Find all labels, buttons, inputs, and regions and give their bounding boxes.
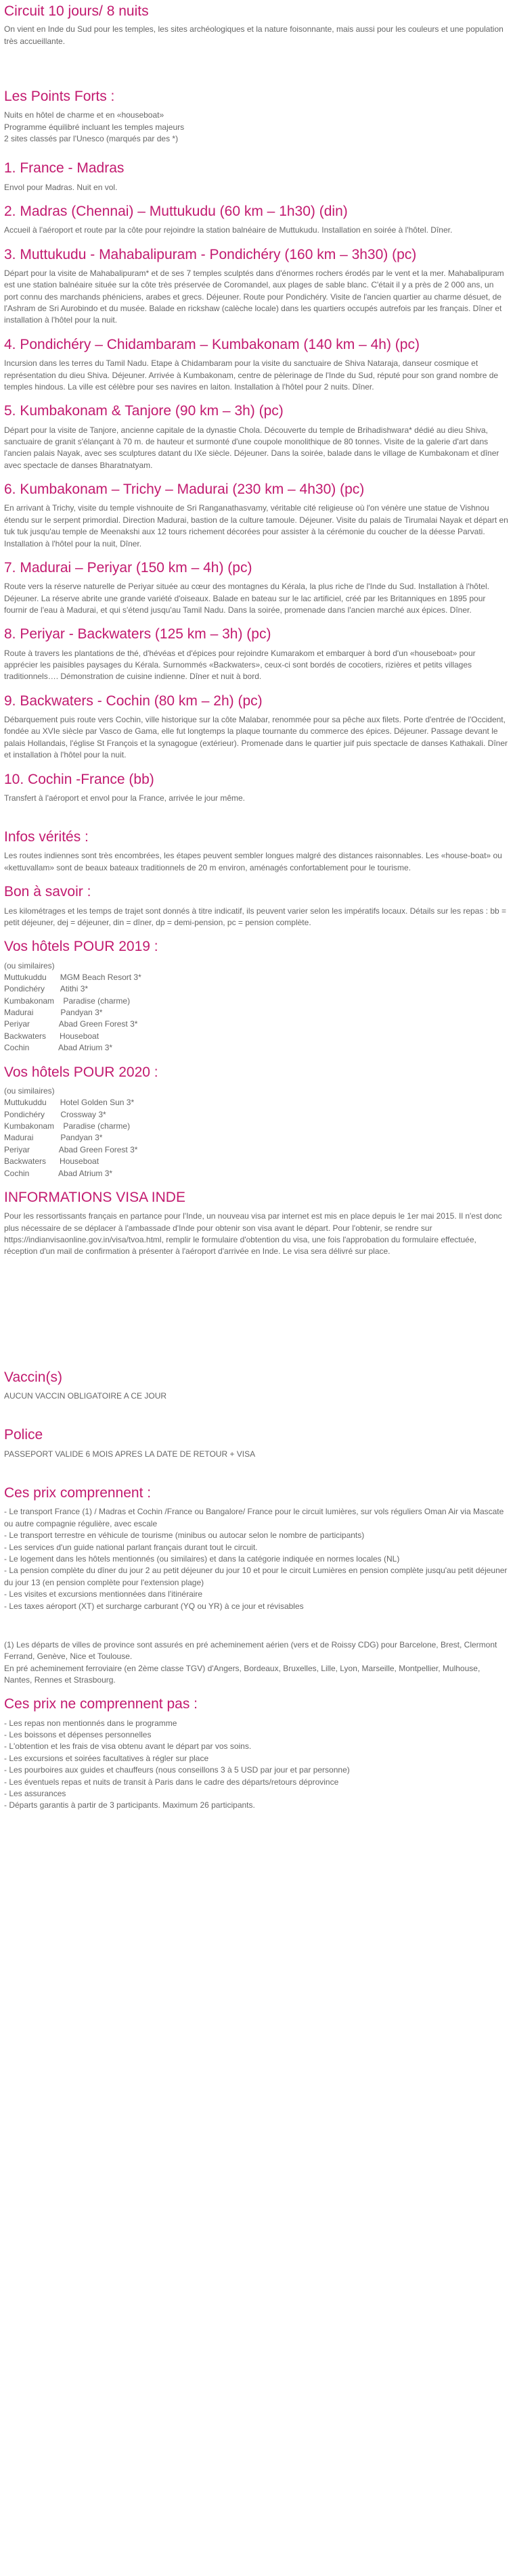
- day-block: [4, 402, 509, 471]
- prix-comprend-footnote: [4, 1639, 509, 1687]
- day-text: Départ pour la visite de Mahabalipuram* et de ses 7 temples sculptés dans d'énormes rochers érodés par le vent et la mer. Mahabalipuram est une station balnéaire située sur la côte très préservée de Coromandel, aux plages de sable blanc. C'était il y a près de 2 000 ans, un port connu des marchands phéniciens, arabes et grecs. Déjeuner. Route pour Pondichéry. Visite de l'ancien quartier au charme désuet, de l'Ashram de Sri Aurobindo et du musée. Balade en rickshaw (calèche locale) dans les quartiers occupés autrefois par les français. Dîner et installation à l'hôtel pour la nuit.: [4, 268, 504, 325]
- day-heading: 1. France - Madras: [4, 160, 125, 177]
- hotels-2019-section: [4, 938, 509, 1054]
- hotels-note: (ou similaires): [4, 960, 55, 970]
- bon-a-savoir-heading: Bon à savoir :: [4, 884, 91, 900]
- points-forts-item: Programme équilibré incluant les temples majeurs: [4, 122, 185, 132]
- day-text: Envol pour Madras. Nuit en vol.: [4, 182, 118, 192]
- infos-text: Les routes indiennes sont très encombrées, les étapes peuvent sembler longues malgré des distances raisonnables. Les «house-boat» ou «kettuvallam» sont de beaux bateaux traditionnels de 20 m environ, aménagés confortablement pour le tourisme.: [4, 851, 502, 872]
- day-heading: 3. Muttukudu - Mahabalipuram - Pondichéry (160 km – 3h30) (pc): [4, 246, 417, 262]
- day-text: Départ pour la visite de Tanjore, ancienne capitale de la dynastie Chola. Découverte du temple de Brihadishwara* dédié au dieu Shiva, sanctuaire de granit s'élançant à 70 m. de hauteur et surmonté d'une coupole monolithique de 80 tonnes. Visite de la galerie d'art dans l'ancien palais Nayak, avec ses sculptures datant du IXe siècle. Déjeuner. Dans la soirée, balade dans le village de Kumbakonam et dîner avec spectacle de danses Bharatnatyam.: [4, 425, 499, 470]
- infos-section: [4, 828, 509, 874]
- day-text: Route à travers les plantations de thé, d'hévéas et d'épices pour rejoindre Kumarakom et embarquer à bord d'un «houseboat» pour apprécier les paisibles paysages du Kérala. Surnommés «Backwaters», ceux-ci sont bordés de cocotiers, rizières et petits villages traditionnels…. Démonstration de cuisine indienne. Dîner et nuit à bord.: [4, 648, 476, 682]
- hotel-row: Periyar Abad Green Forest 3*: [4, 1019, 138, 1029]
- day-block: [4, 160, 509, 193]
- prix-comprend-item: - Les services d'un guide national parlant français durant tout le circuit.: [4, 1542, 258, 1552]
- points-forts-list: [4, 110, 509, 145]
- hotel-row: Backwaters Houseboat: [4, 1031, 99, 1041]
- day-heading: 7. Madurai – Periyar (150 km – 4h) (pc): [4, 559, 252, 576]
- day-block: [4, 336, 509, 393]
- prix-comprend-item: - La pension complète du dîner du jour 2 au petit déjeuner du jour 10 et pour le circuit Lumières en pension complète jusqu'au petit déjeuner du jour 13 (en pension complète pour l'extension plage): [4, 1566, 508, 1587]
- day-block: [4, 626, 509, 682]
- day-heading: 10. Cochin -France (bb): [4, 771, 154, 787]
- hotel-row: Muttukuddu MGM Beach Resort 3*: [4, 972, 141, 982]
- day-heading: 2. Madras (Chennai) – Muttukudu (60 km – 1h30) (din): [4, 204, 348, 220]
- prix-comprend-item: - Le logement dans les hôtels mentionnés (ou similaires) et dans la catégorie indiquée en normes locales (NL): [4, 1553, 400, 1564]
- points-forts-item: 2 sites classés par l'Unesco (marqués par des *): [4, 134, 179, 143]
- vaccin-section: [4, 1369, 509, 1403]
- page-title: Circuit 10 jours/ 8 nuits: [4, 3, 149, 19]
- itinerary-section: [4, 160, 509, 804]
- day-block: [4, 693, 509, 762]
- prix-ne-comprend-item: - Les assurances: [4, 1789, 66, 1799]
- infos-heading: Infos vérités :: [4, 829, 89, 845]
- vaccin-text: AUCUN VACCIN OBLIGATOIRE A CE JOUR: [4, 1391, 167, 1401]
- day-heading: 6. Kumbakonam – Trichy – Madurai (230 km – 4h30) (pc): [4, 482, 365, 498]
- day-heading: 5. Kumbakonam & Tanjore (90 km – 3h) (pc): [4, 403, 284, 419]
- prix-ne-comprend-item: - Les excursions et soirées facultatives à régler sur place: [4, 1753, 209, 1763]
- hotel-row: Madurai Pandyan 3*: [4, 1008, 103, 1018]
- hotels-note: (ou similaires): [4, 1085, 55, 1096]
- hotels-2020-section: [4, 1064, 509, 1179]
- hotel-row: Madurai Pandyan 3*: [4, 1133, 103, 1143]
- hotel-row: Muttukuddu Hotel Golden Sun 3*: [4, 1098, 135, 1108]
- prix-ne-comprend-item: - Les repas non mentionnés dans le programme: [4, 1718, 177, 1728]
- prix-ne-comprend-item: - Départs garantis à partir de 3 participants. Maximum 26 participants.: [4, 1800, 255, 1810]
- day-heading: 4. Pondichéry – Chidambaram – Kumbakonam (140 km – 4h) (pc): [4, 336, 420, 352]
- day-block: [4, 481, 509, 550]
- vaccin-heading: Vaccin(s): [4, 1369, 62, 1385]
- points-forts-heading: Les Points Forts :: [4, 88, 115, 104]
- hotel-row: Periyar Abad Green Forest 3*: [4, 1144, 138, 1154]
- prix-ne-comprend-item: - L'obtention et les frais de visa obtenu avant le départ par vos soins.: [4, 1741, 252, 1752]
- intro-text: On vient en Inde du Sud pour les temples, les sites archéologiques et la nature foisonnante, mais aussi pour les couleurs et une population très accueillante.: [4, 24, 504, 46]
- prix-comprend-item: - Le transport terrestre en véhicule de tourisme (minibus ou autocar selon le nombre de participants): [4, 1530, 365, 1541]
- day-text: Transfert à l'aéroport et envol pour la France, arrivée le jour même.: [4, 793, 246, 803]
- day-block: [4, 771, 509, 805]
- hotel-row: Backwaters Houseboat: [4, 1156, 99, 1167]
- hotels-2020-heading: Vos hôtels POUR 2020 :: [4, 1064, 158, 1080]
- prix-comprend-list: [4, 1506, 509, 1612]
- day-text: Incursion dans les terres du Tamil Nadu. Etape à Chidambaram pour la visite du sanctuaire de Shiva Nataraja, danseur cosmique et représentation du dieu Shiva. Déjeuner. Arrivée à Kumbakonam, centre de pèlerinage de l'Inde du Sud, réputé pour son grand nombre de temples hindous. La ville est célèbre pour ses navires en laiton. Installation à l'hôtel pour 2 nuits. Dîner.: [4, 358, 499, 392]
- police-text: PASSEPORT VALIDE 6 MOIS APRES LA DATE DE RETOUR + VISA: [4, 1449, 256, 1459]
- day-heading: 9. Backwaters - Cochin (80 km – 2h) (pc): [4, 693, 263, 709]
- visa-section: [4, 1189, 509, 1258]
- hotels-2019-list: [4, 960, 509, 1054]
- footnote-line: (1) Les départs de villes de province sont assurés en pré acheminement aérien (vers et de Roissy CDG) pour Barcelone, Brest, Clermont Ferrand, Genève, Nice et Toulouse.: [4, 1639, 497, 1662]
- police-section: [4, 1426, 509, 1460]
- hotel-row: Kumbakonam Paradise (charme): [4, 1121, 131, 1131]
- prix-comprend-item: - Les taxes aéroport (XT) et surcharge carburant (YQ ou YR) à ce jour et révisables: [4, 1601, 304, 1611]
- prix-comprend-heading: Ces prix comprennent :: [4, 1485, 152, 1501]
- prix-ne-comprend-list: [4, 1718, 509, 1812]
- visa-heading: INFORMATIONS VISA INDE: [4, 1190, 185, 1206]
- footnote-line: En pré acheminement ferroviaire (en 2ème classe TGV) d'Angers, Bordeaux, Bruxelles, Lille, Lyon, Marseille, Montpellier, Mulhouse, Nantes, Rennes et Strasbourg.: [4, 1663, 481, 1685]
- day-block: [4, 246, 509, 327]
- visa-text: Pour les ressortissants français en partance pour l'Inde, un nouveau visa par internet est mis en place depuis le 1er mai 2015. Il n'est donc plus nécessaire de se déplacer à l'ambassade d'Inde pour obtenir son visa avant le départ. Pour l'obtenir, se rendre sur https://indianvisaonline.gov.in/visa/tvoa.html, remplir le formulaire d'obtention du visa, une fois l'approbation du formulaire effectuée, réception d'un mail de confirmation à présenter à l'aéroport d'arrivée en Inde. Le visa sera délivré sur place.: [4, 1211, 502, 1257]
- prix-comprend-item: - Les visites et excursions mentionnées dans l'itinéraire: [4, 1589, 203, 1599]
- points-forts-section: [4, 88, 509, 145]
- hotels-2019-heading: Vos hôtels POUR 2019 :: [4, 939, 158, 955]
- points-forts-item: Nuits en hôtel de charme et en «houseboat»: [4, 110, 164, 120]
- hotel-row: Kumbakonam Paradise (charme): [4, 996, 131, 1006]
- prix-comprend-section: [4, 1484, 509, 1686]
- hotel-row: Pondichéry Crossway 3*: [4, 1109, 106, 1119]
- day-text: En arrivant à Trichy, visite du temple vishnouite de Sri Ranganathasvamy, véritable cité religieuse où l'on vénère une statue de Vishnou étendu sur le serpent primordial. Direction Madurai, bastion de la culture tamoule. Déjeuner. Visite du palais de Tirumalai Nayak et départ en tuk tuk jusqu'au temple de Meenakshi aux 12 tours richement décorées pour assister à la cérémonie du coucher de la déesse Parvati. Installation à l'hôtel pour la nuit, Dîner.: [4, 503, 508, 548]
- prix-ne-comprend-section: [4, 1695, 509, 1811]
- prix-ne-comprend-heading: Ces prix ne comprennent pas :: [4, 1696, 198, 1712]
- day-text: Débarquement puis route vers Cochin, ville historique sur la côte Malabar, renommée pour sa pêche aux filets. Porte d'entrée de l'Occident, fondée au XVIe siècle par Vasco de Gama, elle fut longtemps la plaque tournante du commerce des épices. Déjeuner. Passage devant le palais Hollandais, l'église St François et la synagogue (extérieur). Promenade dans le quartier juif puis spectacle de danses Kathakali. Dîner et installation à l'hôtel pour la nuit.: [4, 715, 508, 760]
- day-text: Route vers la réserve naturelle de Periyar située au cœur des montagnes du Kérala, la plus riche de l'Inde du Sud. Installation à l'hôtel. Déjeuner. La réserve abrite une grande variété d'oiseaux. Balade en bateau sur le lac artificiel, créé par les Britanniques en 1895 pour fournir de l'eau à Madurai, et qui s'étend jusqu'au Tamil Nadu. Dans la soirée, promenade dans l'ancien marché aux épices. Dîner.: [4, 582, 489, 615]
- prix-ne-comprend-item: - Les éventuels repas et nuits de transit à Paris dans le cadre des départs/retours déprovince: [4, 1777, 339, 1787]
- prix-comprend-item: - Le transport France (1) / Madras et Cochin /France ou Bangalore/ France pour le circuit lumières, sur vols réguliers Oman Air via Mascate ou autre compagnie régulière, avec escale: [4, 1507, 504, 1528]
- day-block: [4, 559, 509, 616]
- hotel-row: Pondichéry Atithi 3*: [4, 984, 89, 994]
- prix-ne-comprend-item: - Les boissons et dépenses personnelles: [4, 1730, 152, 1740]
- hotels-2020-list: [4, 1085, 509, 1179]
- police-heading: Police: [4, 1427, 43, 1443]
- bon-a-savoir-section: [4, 883, 509, 929]
- day-text: Accueil à l'aéroport et route par la côte pour rejoindre la station balnéaire de Muttukudu. Installation en soirée à l'hôtel. Dîner.: [4, 225, 453, 235]
- day-block: [4, 203, 509, 237]
- day-heading: 8. Periyar - Backwaters (125 km – 3h) (pc): [4, 626, 271, 642]
- hotel-row: Cochin Abad Atrium 3*: [4, 1168, 113, 1178]
- prix-ne-comprend-item: - Les pourboires aux guides et chauffeurs (nous conseillons 3 à 5 USD par jour et par personne): [4, 1765, 350, 1775]
- bon-a-savoir-text: Les kilométrages et les temps de trajet sont donnés à titre indicatif, ils peuvent varier selon les impératifs locaux. Détails sur les repas : bb = petit déjeuner, dej = déjeuner, din = dîner, dp = demi-pension, pc = pension complète.: [4, 906, 507, 927]
- hotel-row: Cochin Abad Atrium 3*: [4, 1043, 113, 1053]
